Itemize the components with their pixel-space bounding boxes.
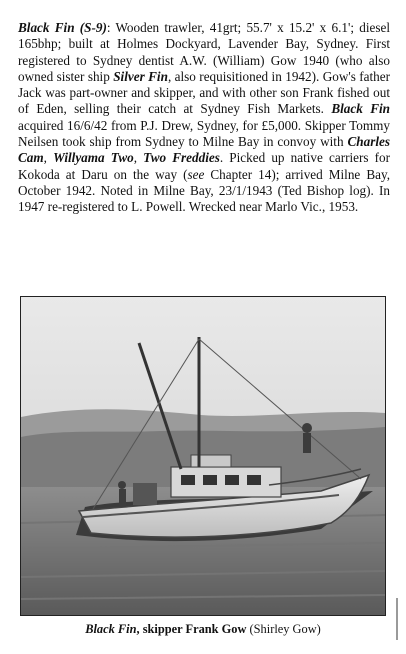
caption-vessel-name: Black Fin bbox=[85, 622, 137, 636]
wheelhouse-window-2 bbox=[203, 475, 217, 485]
vessel-name: Black Fin bbox=[18, 20, 75, 35]
separator-1: , bbox=[43, 150, 54, 166]
separator-2: , bbox=[133, 150, 144, 166]
vessel-code: (S-9) bbox=[79, 20, 107, 35]
wheelhouse-roof bbox=[191, 455, 231, 467]
boat-photo-illustration bbox=[21, 297, 385, 615]
convoy-ship-3: Two Freddies bbox=[143, 150, 220, 166]
entry-text-2: , also requisitioned in 1942). Gow's father Jack was part-owner and skipper, and with other son Frank fished out of Eden, selling their catch at Sydney Fish Markets. bbox=[18, 68, 391, 117]
photo-caption bbox=[0, 622, 406, 637]
wheelhouse-window-4 bbox=[247, 475, 261, 485]
vessel-entry bbox=[18, 20, 390, 216]
crew-on-bow bbox=[303, 433, 311, 453]
wheelhouse-window-1 bbox=[181, 475, 195, 485]
convoy-ship-1: Charles Cam bbox=[18, 134, 390, 166]
entry-text-4: . Picked up native carriers for Kokoda at Daru on the way ( bbox=[18, 150, 391, 182]
wheelhouse-window-3 bbox=[225, 475, 239, 485]
entry-text-5: Chapter 14); arrived Milne Bay, October 1942. Noted in Milne Bay, 23/1/1943 (Ted Bishop log). In 1947 re-registered to L. Powell. Wrecked near Marlo Vic., 1953. bbox=[18, 166, 390, 215]
boat-photo bbox=[20, 296, 386, 616]
page-edge-mark bbox=[396, 598, 398, 640]
crew-on-stern bbox=[119, 489, 126, 507]
caption-source: (Shirley Gow) bbox=[246, 622, 321, 636]
convoy-ship-2: Willyama Two bbox=[53, 150, 134, 166]
entry-text-1: : Wooden trawler, 41grt; 55.7' x 15.2' x 6.1'; diesel 165bhp; built at Holmes Dockyard, Lavender Bay, Sydney. First registered to Sydney dentist A.W. (William) Gow 1940 (who also owned sister ship bbox=[18, 20, 390, 84]
see-reference: see bbox=[187, 166, 205, 182]
sister-ship-name: Silver Fin bbox=[113, 68, 168, 84]
deck-cargo bbox=[133, 483, 157, 505]
crew-on-bow-head bbox=[302, 423, 312, 433]
entry-text-3: acquired 16/6/42 from P.J. Drew, Sydney, for £5,000. Skipper Tommy Neilsen took ship from Sydney to Milne Bay in convoy with bbox=[18, 117, 390, 150]
caption-credit: , skipper Frank Gow bbox=[136, 622, 247, 636]
vessel-name-inline: Black Fin bbox=[331, 101, 391, 117]
crew-on-stern-head bbox=[118, 481, 126, 489]
